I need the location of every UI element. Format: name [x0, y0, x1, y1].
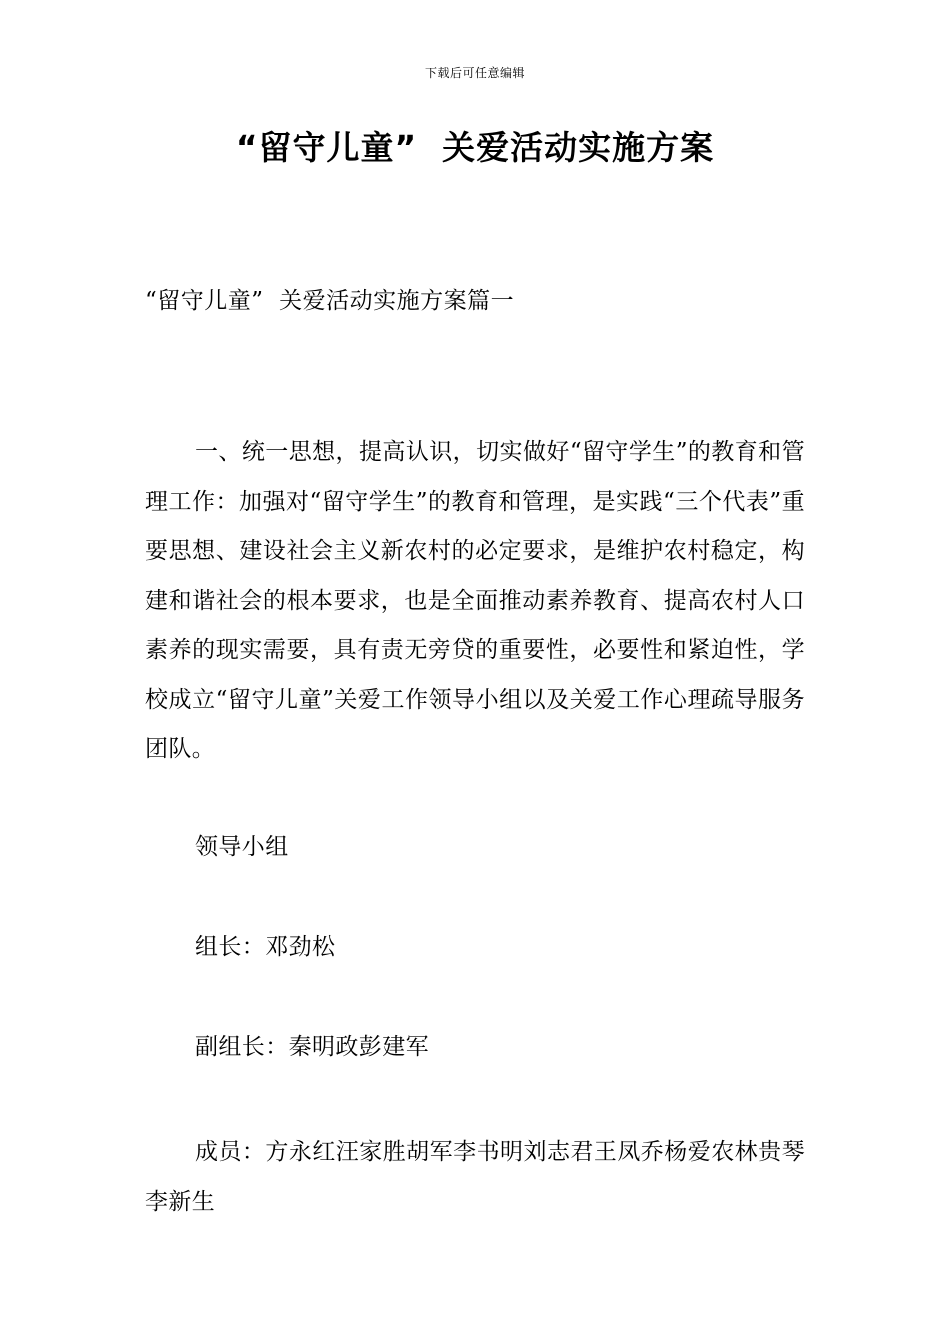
- group-head-line: 组长：邓劲松: [195, 934, 336, 960]
- deputy-heads-line: 副组长：秦明政彭建军: [195, 1034, 429, 1060]
- header-note: 下载后可任意编辑: [424, 66, 525, 80]
- section-subtitle: “留守儿童” 关爱活动实施方案篇一: [145, 288, 515, 314]
- body-paragraph: 一、统一思想，提高认识，切实做好“留守学生”的教育和管理工作：加强对“留守学生”的教育和管理，是实践“三个代表”重要思想、建设社会主义新农村的必定要求，是维护农村稳定，构建和谐社会的根本要求，也是全面推动素养教育、提高农村人口素养的现实需要，具有责无旁贷的重要性，必要性和紧迫性，学校成立“留守儿童”关爱工作领导小组以及关爱工作心理疏导服务团队。: [145, 439, 805, 762]
- leader-group-heading: 领导小组: [195, 834, 289, 860]
- document-title: “留守儿童” 关爱活动实施方案: [235, 128, 715, 167]
- members-line: 成员：方永红汪家胜胡军李书明刘志君王凤乔杨爱农林贵琴李新生: [145, 1139, 805, 1215]
